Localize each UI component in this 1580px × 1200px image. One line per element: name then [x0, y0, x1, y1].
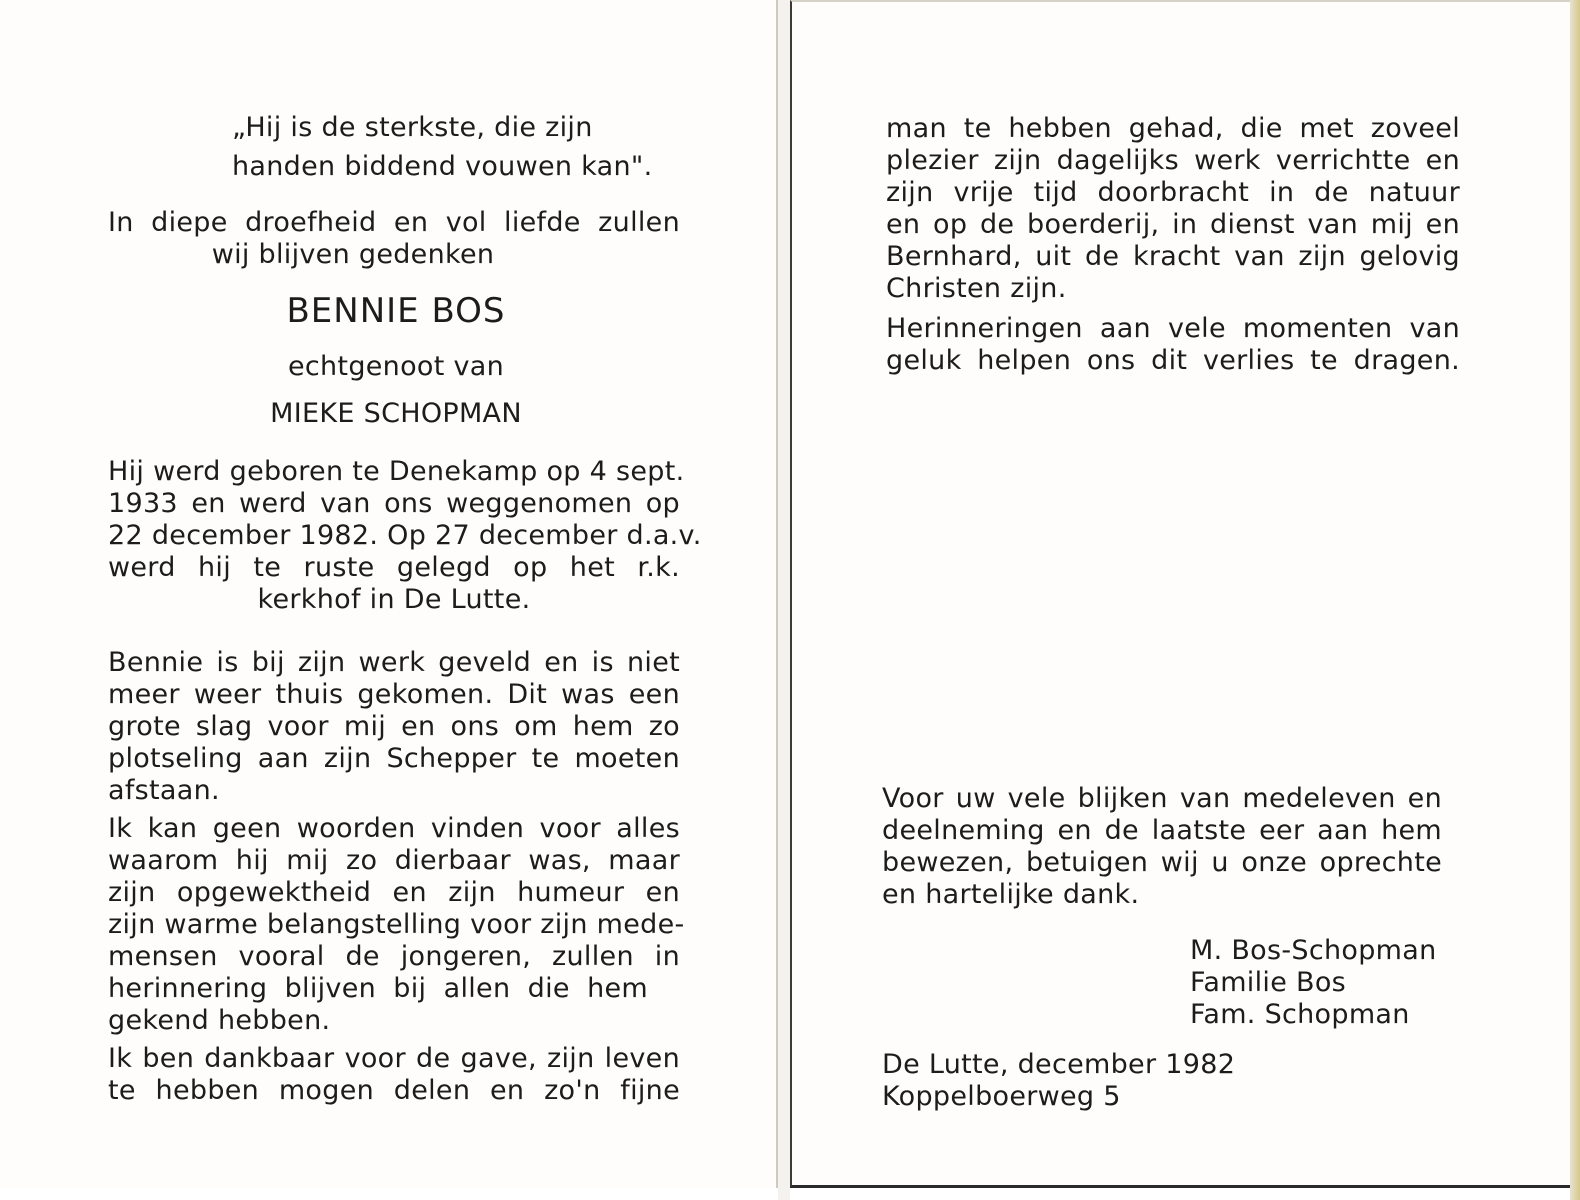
- intro-line: In diepe droefheid en vol liefde zullen: [108, 207, 680, 238]
- place-date: De Lutte, december 1982: [882, 1049, 1236, 1080]
- paragraph-line: Bernhard, uit de kracht van zijn gelovig: [886, 241, 1460, 272]
- thanks-line: bewezen, betuigen wij u onze oprechte: [882, 847, 1442, 878]
- paragraph-line: Ik kan geen woorden vinden voor alles: [108, 813, 680, 844]
- life-details-line: 22 december 1982. Op 27 december d.a.v.: [108, 520, 702, 551]
- quote-line: „Hij is de sterkste, die zijn: [232, 112, 593, 143]
- signatory: Familie Bos: [1190, 967, 1347, 998]
- signatory: Fam. Schopman: [1190, 999, 1410, 1030]
- deceased-name: BENNIE BOS: [286, 291, 506, 331]
- life-details-line: 1933 en werd van ons weggenomen op: [108, 488, 680, 519]
- paragraph-line: plotseling aan zijn Schepper te moeten: [108, 743, 680, 774]
- thanks-line: en hartelijke dank.: [882, 879, 1140, 910]
- paragraph-line: Ik ben dankbaar voor de gave, zijn leven: [108, 1043, 680, 1074]
- thanks-line: Voor uw vele blijken van medeleven en: [882, 783, 1442, 814]
- life-details-line: kerkhof in De Lutte.: [257, 584, 531, 615]
- paragraph-line: plezier zijn dagelijks werk verrichtte en: [886, 145, 1460, 176]
- intro-line: wij blijven gedenken: [211, 239, 495, 270]
- paragraph-line: zijn opgewektheid en zijn humeur en: [108, 877, 680, 908]
- paragraph-line: grote slag voor mij en ons om hem zo: [108, 711, 680, 742]
- relation-text: echtgenoot van: [287, 351, 505, 382]
- paragraph-line: te hebben mogen delen en zo'n fijne: [108, 1075, 680, 1106]
- address: Koppelboerweg 5: [882, 1081, 1121, 1112]
- paragraph-line: Herinneringen aan vele momenten van: [886, 313, 1460, 344]
- signatory: M. Bos-Schopman: [1190, 935, 1437, 966]
- paragraph-line: en op de boerderij, in dienst van mij en: [886, 209, 1460, 240]
- paragraph-line: geluk helpen ons dit verlies te dragen.: [886, 345, 1460, 376]
- right-card: [790, 0, 1570, 1188]
- quote-line: handen biddend vouwen kan".: [232, 151, 653, 182]
- paragraph-line: zijn warme belangstelling voor zijn mede-: [108, 909, 685, 940]
- life-details-line: Hij werd geboren te Denekamp op 4 sept.: [108, 456, 685, 487]
- paragraph-line: man te hebben gehad, die met zoveel: [886, 113, 1460, 144]
- paragraph-line: afstaan.: [108, 775, 220, 806]
- left-card: [0, 0, 778, 1188]
- card-gap: [778, 0, 790, 1200]
- paragraph-line: meer weer thuis gekomen. Dit was een: [108, 679, 680, 710]
- life-details-line: werd hij te ruste gelegd op het r.k.: [108, 552, 680, 583]
- paragraph-line: Bennie is bij zijn werk geveld en is niet: [108, 647, 680, 678]
- paragraph-line: gekend hebben.: [108, 1005, 331, 1036]
- paragraph-line: mensen vooral de jongeren, zullen in: [108, 941, 680, 972]
- thanks-line: deelneming en de laatste eer aan hem: [882, 815, 1442, 846]
- paragraph-line: waarom hij mij zo dierbaar was, maar: [108, 845, 680, 876]
- paragraph-line: herinnering blijven bij allen die hem: [108, 973, 648, 1004]
- spouse-name: MIEKE SCHOPMAN: [270, 398, 522, 429]
- paragraph-line: Christen zijn.: [886, 273, 1067, 304]
- card-edge: [1570, 0, 1580, 1200]
- paragraph-line: zijn vrije tijd doorbracht in de natuur: [886, 177, 1460, 208]
